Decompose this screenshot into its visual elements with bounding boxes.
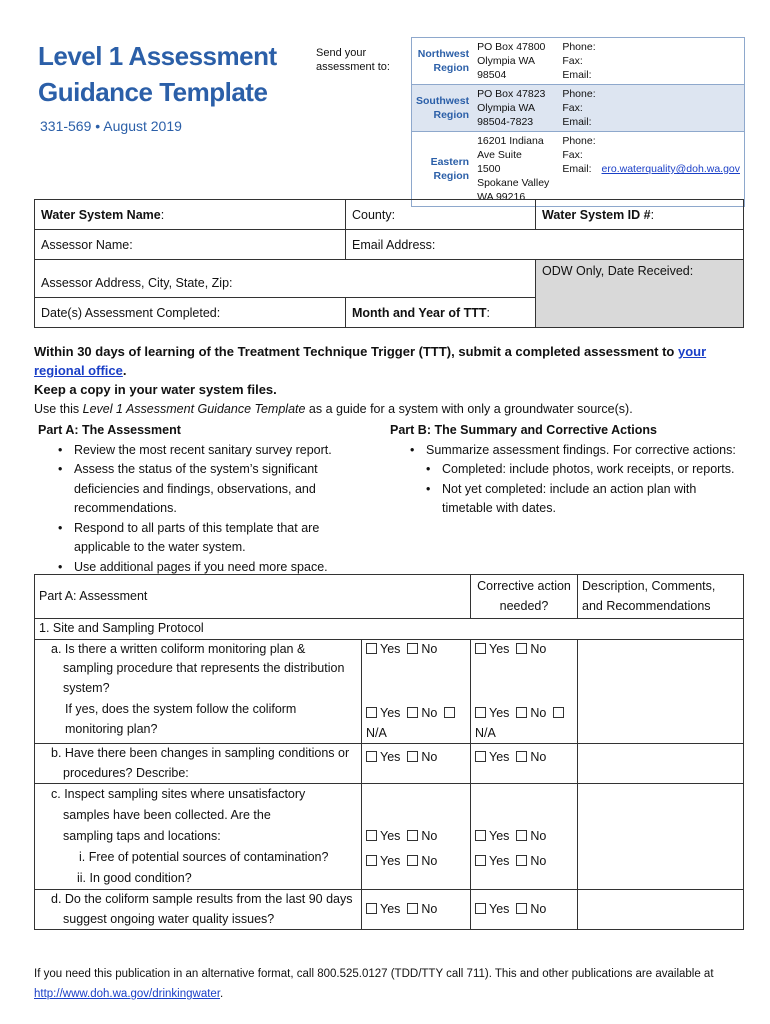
question-a-followup: If yes, does the system follow the coliform monitoring plan? bbox=[65, 702, 297, 736]
list-item: • Use additional pages if you need more space. bbox=[38, 558, 378, 578]
checkbox[interactable] bbox=[366, 855, 377, 866]
corrective-a[interactable]: Yes No bbox=[471, 639, 578, 698]
list-item: • Review the most recent sanitary survey report. bbox=[38, 441, 378, 461]
region-address-2: 1500 bbox=[477, 163, 501, 175]
answer-c[interactable]: Yes No Yes No bbox=[362, 784, 471, 890]
answer-b[interactable]: Yes No bbox=[362, 744, 471, 784]
regional-offices-table bbox=[411, 37, 745, 207]
checkbox[interactable] bbox=[407, 751, 418, 762]
region-email: Email: bbox=[562, 69, 592, 81]
question-b: b. Have there been changes in sampling conditions or procedures? Describe: bbox=[51, 746, 350, 780]
part-b-instructions bbox=[390, 421, 750, 519]
comments-b[interactable] bbox=[578, 744, 744, 784]
list-item: • Completed: include photos, work receipts, or reports. bbox=[390, 460, 750, 480]
checkbox[interactable] bbox=[407, 830, 418, 841]
checkbox[interactable] bbox=[516, 855, 527, 866]
question-a: a. Is there a written coliform monitoring plan & sampling procedure that represents the distribution system? bbox=[51, 641, 345, 695]
region-phone: Phone: bbox=[562, 135, 596, 147]
checkbox[interactable] bbox=[475, 855, 486, 866]
assessor-name-field[interactable]: Assessor Name: bbox=[35, 230, 346, 260]
region-name: Southwest Region bbox=[416, 95, 470, 121]
checkbox[interactable] bbox=[444, 707, 455, 718]
checkbox[interactable] bbox=[366, 830, 377, 841]
title-line-1: Level 1 Assessment bbox=[38, 41, 277, 71]
comments-d[interactable] bbox=[578, 890, 744, 930]
col-corrective-action: Corrective action needed? bbox=[471, 575, 578, 619]
checkbox[interactable] bbox=[475, 903, 486, 914]
part-a-title: Part A: The Assessment bbox=[38, 423, 181, 437]
assessment-table bbox=[34, 574, 744, 930]
corrective-b[interactable]: Yes No bbox=[471, 744, 578, 784]
checkbox[interactable] bbox=[366, 903, 377, 914]
eastern-email-link[interactable]: ero.waterquality@doh.wa.gov bbox=[601, 163, 740, 175]
question-c: c. Inspect sampling sites where unsatisfactory samples have been collected. Are the sampling taps and locations: bbox=[51, 787, 306, 843]
document-subtitle: 331-569 • August 2019 bbox=[40, 118, 182, 134]
region-phone: Phone: bbox=[562, 41, 596, 53]
checkbox[interactable] bbox=[407, 903, 418, 914]
checkbox[interactable] bbox=[516, 751, 527, 762]
footer-note: If you need this publication in an alternative format, call 800.525.0127 (TDD/TTY call 711). This and other publications are available at http://www.doh.wa.gov/drinkingwater. bbox=[34, 968, 714, 1000]
list-item: • Respond to all parts of this template that are applicable to the water system. bbox=[38, 519, 378, 558]
region-row-southwest bbox=[412, 85, 745, 132]
email-address-field[interactable]: Email Address: bbox=[346, 230, 744, 260]
region-address-3: Spokane Valley WA 99216 bbox=[477, 177, 550, 203]
region-email: Email: bbox=[562, 116, 592, 128]
answer-d[interactable]: Yes No bbox=[362, 890, 471, 930]
part-b-title: Part B: The Summary and Corrective Actions bbox=[390, 423, 657, 437]
col-part-a: Part A: Assessment bbox=[35, 575, 471, 619]
month-year-ttt-label: Month and Year of TTT bbox=[352, 305, 487, 320]
checkbox[interactable] bbox=[516, 643, 527, 654]
part-a-instructions bbox=[38, 421, 378, 577]
corrective-d[interactable]: Yes No bbox=[471, 890, 578, 930]
checkbox[interactable] bbox=[553, 707, 564, 718]
section-title: 1. Site and Sampling Protocol bbox=[35, 619, 744, 640]
region-name: Northwest Region bbox=[417, 48, 470, 74]
list-item: • Summarize assessment findings. For corrective actions: bbox=[390, 441, 750, 461]
region-row-eastern bbox=[412, 132, 745, 207]
send-assessment-label: Send your assessment to: bbox=[316, 47, 390, 73]
checkbox[interactable] bbox=[475, 830, 486, 841]
list-item: • Assess the status of the system’s significant deficiencies and findings, observations, and recommendations. bbox=[38, 460, 378, 519]
question-d: d. Do the coliform sample results from the last 90 days suggest ongoing water quality issues? bbox=[51, 892, 353, 926]
region-address-1: PO Box 47800 bbox=[477, 41, 546, 53]
corrective-a2[interactable]: Yes No N/A bbox=[471, 698, 578, 744]
dates-completed-field[interactable]: Date(s) Assessment Completed: bbox=[35, 298, 346, 328]
checkbox[interactable] bbox=[366, 751, 377, 762]
col-description: Description, Comments, and Recommendations bbox=[578, 575, 744, 619]
region-fax: Fax: bbox=[562, 102, 583, 114]
ttt-instructions: Within 30 days of learning of the Treatment Technique Trigger (TTT), submit a completed assessment to your regional office. Keep a copy in your water system files. bbox=[34, 344, 707, 397]
region-row-northwest bbox=[412, 38, 745, 85]
checkbox[interactable] bbox=[475, 751, 486, 762]
checkbox[interactable] bbox=[407, 643, 418, 654]
checkbox[interactable] bbox=[516, 830, 527, 841]
answer-a2[interactable]: Yes No N/A bbox=[362, 698, 471, 744]
region-name: Eastern Region bbox=[430, 156, 470, 182]
regional-office-link[interactable]: your regional office bbox=[34, 344, 707, 378]
water-system-name-label: Water System Name bbox=[41, 207, 161, 222]
answer-a[interactable]: Yes No bbox=[362, 639, 471, 698]
county-field[interactable]: County: bbox=[346, 200, 536, 230]
checkbox[interactable] bbox=[475, 707, 486, 718]
region-address-1: 16201 Indiana Ave Suite bbox=[477, 135, 544, 161]
drinking-water-link[interactable]: http://www.doh.wa.gov/drinkingwater bbox=[34, 988, 221, 1000]
water-system-id-label: Water System ID # bbox=[542, 207, 651, 222]
region-fax: Fax: bbox=[562, 55, 583, 67]
use-this-text: Use this Level 1 Assessment Guidance Template as a guide for a system with only a groundwater source(s). bbox=[34, 402, 633, 416]
region-fax: Fax: bbox=[562, 149, 583, 161]
checkbox[interactable] bbox=[407, 855, 418, 866]
region-address-2: Olympia WA 98504-7823 bbox=[477, 102, 535, 128]
comments-c[interactable] bbox=[578, 784, 744, 890]
region-email: Email: bbox=[562, 163, 592, 175]
checkbox[interactable] bbox=[366, 643, 377, 654]
keep-copy-text: Keep a copy in your water system files. bbox=[34, 382, 277, 397]
odw-only-field: ODW Only, Date Received: bbox=[536, 260, 744, 328]
comments-a2[interactable] bbox=[578, 698, 744, 744]
region-phone: Phone: bbox=[562, 88, 596, 100]
list-item: • Not yet completed: include an action plan with timetable with dates. bbox=[390, 480, 750, 519]
comments-a[interactable] bbox=[578, 639, 744, 698]
checkbox[interactable] bbox=[516, 707, 527, 718]
title-line-2: Guidance Template bbox=[38, 77, 268, 107]
question-c-ii: ii. In good condition? bbox=[77, 871, 192, 885]
question-c-i: i. Free of potential sources of contamination? bbox=[79, 850, 329, 864]
checkbox[interactable] bbox=[516, 903, 527, 914]
assessor-address-field[interactable]: Assessor Address, City, State, Zip: bbox=[35, 260, 536, 298]
corrective-c[interactable]: Yes No Yes No bbox=[471, 784, 578, 890]
document-title bbox=[38, 38, 277, 110]
checkbox[interactable] bbox=[366, 707, 377, 718]
checkbox[interactable] bbox=[475, 643, 486, 654]
region-address-1: PO Box 47823 bbox=[477, 88, 546, 100]
checkbox[interactable] bbox=[407, 707, 418, 718]
water-system-info-table: Water System Name: County: Water System ID #: Assessor Name: Email Address: Assessor Address, City, State, Zip: ODW Only, Date Received: Date(s) Assessment Completed: Month and Year of TTT: bbox=[34, 199, 744, 328]
region-address-2: Olympia WA 98504 bbox=[477, 55, 535, 81]
